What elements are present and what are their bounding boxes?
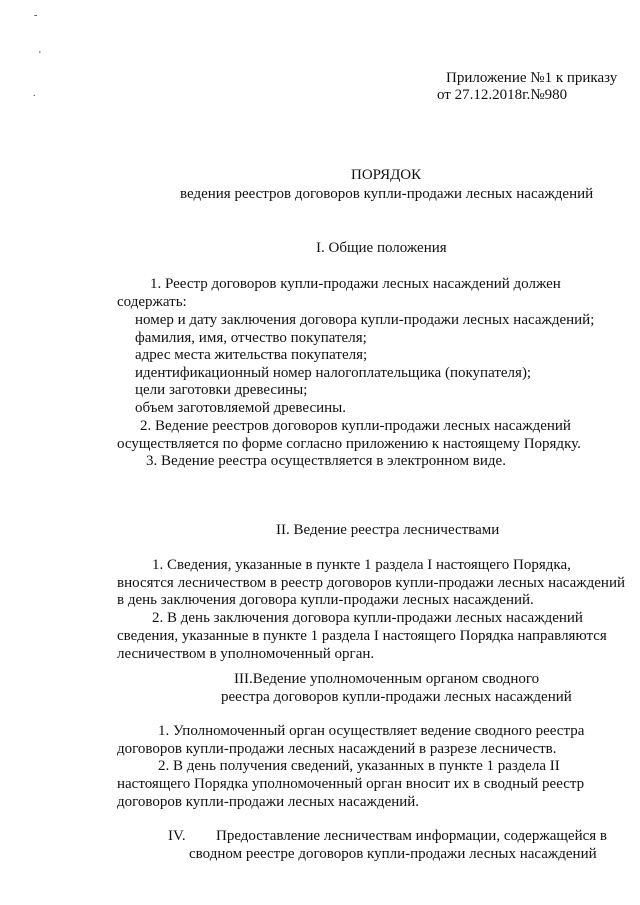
paragraph-line: договоров купли-продажи лесных насаждений в разрезе лесничеств. <box>117 741 557 757</box>
paragraph-line: 1. Реестр договоров купли-продажи лесных насаждений должен <box>150 276 561 292</box>
paragraph-line: лесничеством в уполномоченный орган. <box>117 646 375 662</box>
paragraph-line: 1. Уполномоченный орган осуществляет ведение сводного реестра <box>158 723 585 739</box>
paragraph-line: 2. Ведение реестров договоров купли-продажи лесных насаждений <box>140 418 571 434</box>
paragraph-line: 1. Сведения, указанные в пункте 1 раздела I настоящего Порядка, <box>152 557 571 573</box>
paragraph-line: в день заключения договора купли-продажи лесных насаждений. <box>117 592 534 608</box>
paragraph-line: 2. В день получения сведений, указанных в пункте 1 раздела II <box>158 758 560 774</box>
list-item: адрес места жительства покупателя; <box>135 347 368 363</box>
list-item: объем заготовляемой древесины. <box>135 400 346 416</box>
section-number: IV. <box>168 828 186 844</box>
section-title: II. Ведение реестра лесничествами <box>276 522 500 538</box>
paragraph-line: 3. Ведение реестра осуществляется в электронном виде. <box>146 453 506 469</box>
paragraph-line: вносятся лесничеством в реестр договоров купли-продажи лесных насаждений <box>117 575 626 591</box>
list-item: фамилия, имя, отчество покупателя; <box>135 330 367 346</box>
document-title: ПОРЯДОК <box>351 167 422 183</box>
list-item: идентификационный номер налогоплательщика (покупателя); <box>135 365 532 381</box>
section-title: Предоставление лесничествам информации, содержащейся в <box>216 828 607 844</box>
document-subtitle: ведения реестров договоров купли-продажи лесных насаждений <box>180 186 594 202</box>
paragraph-line: настоящего Порядка уполномоченный орган вносит их в сводный реестр <box>117 776 585 792</box>
section-title: сводном реестре договоров купли-продажи лесных насаждений <box>189 846 597 862</box>
paragraph-line: договоров купли-продажи лесных насаждений. <box>117 794 420 810</box>
paragraph-line: осуществляется по форме согласно приложению к настоящему Порядку. <box>117 436 581 452</box>
scan-mark: . <box>33 88 36 99</box>
paragraph-line: 2. В день заключения договора купли-продажи лесных насаждений <box>152 610 583 626</box>
scan-mark: ' <box>39 50 41 61</box>
paragraph-line: сведения, указанные в пункте 1 раздела I настоящего Порядка направляются <box>117 628 607 644</box>
scan-mark: - <box>34 10 38 21</box>
section-title: I. Общие положения <box>316 240 447 256</box>
list-item: цели заготовки древесины; <box>135 382 308 398</box>
paragraph-line: содержать: <box>117 294 187 310</box>
header-line: от 27.12.2018г.№980 <box>437 87 568 103</box>
section-title: реестра договоров купли-продажи лесных насаждений <box>221 689 572 705</box>
section-title: III.Ведение уполномоченным органом сводного <box>234 671 540 687</box>
header-line: Приложение №1 к приказу <box>446 70 618 86</box>
list-item: номер и дату заключения договора купли-продажи лесных насаждений; <box>135 312 595 328</box>
